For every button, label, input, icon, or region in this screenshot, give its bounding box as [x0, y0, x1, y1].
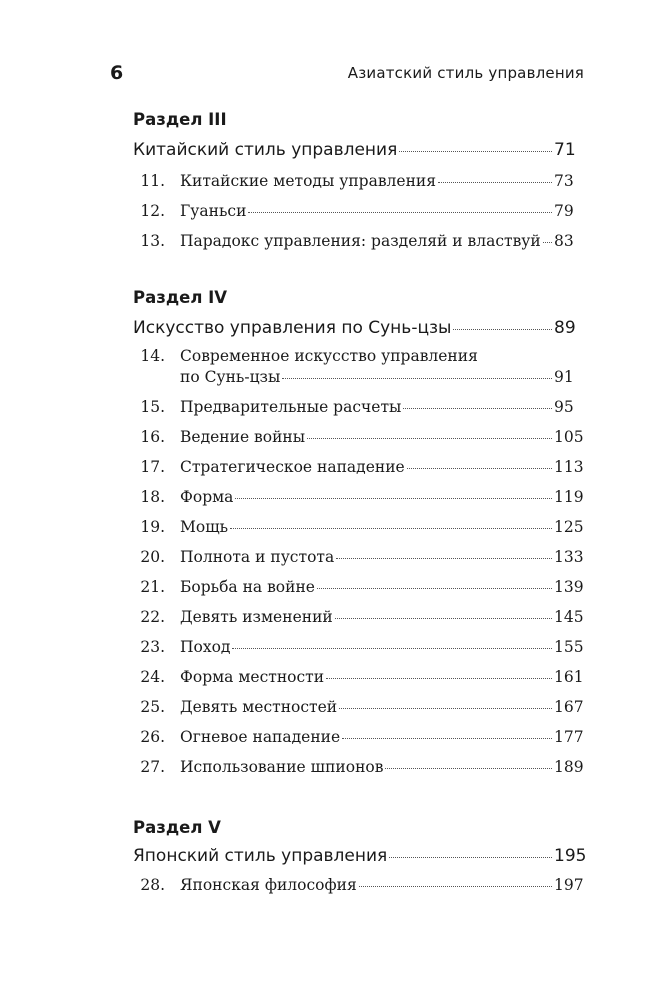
page-ref: 125 — [554, 518, 584, 536]
leader-dots — [543, 242, 552, 243]
chapter-title-line1: Современное искусство управления — [180, 347, 478, 365]
chapter-number: 16. — [140, 428, 165, 446]
leader-dots — [453, 329, 552, 330]
chapter-number: 28. — [140, 876, 165, 894]
chapter-title: Предварительные расчеты — [180, 398, 402, 416]
chapter-title: Ведение войны — [180, 428, 306, 446]
leader-dots — [339, 708, 552, 709]
chapter-number: 13. — [140, 232, 165, 250]
toc-chapter-row[interactable] — [0, 668, 672, 686]
leader-dots — [385, 768, 552, 769]
chapter-title: Девять изменений — [180, 608, 333, 626]
page-ref: 105 — [554, 428, 584, 446]
chapter-number: 14. — [140, 347, 165, 365]
page-ref: 91 — [554, 368, 574, 386]
chapter-number: 15. — [140, 398, 165, 416]
toc-chapter-row[interactable] — [0, 578, 672, 596]
chapter-title: Парадокс управления: разделяй и властвуй — [180, 232, 541, 250]
leader-dots — [230, 528, 552, 529]
chapter-title: Борьба на войне — [180, 578, 315, 596]
leader-dots — [282, 378, 552, 379]
leader-dots — [326, 678, 552, 679]
chapter-number: 25. — [140, 698, 165, 716]
chapter-title: по Сунь-цзы — [180, 368, 281, 386]
page-ref: 95 — [554, 398, 574, 416]
chapter-number: 11. — [140, 172, 165, 190]
leader-dots — [359, 886, 552, 887]
leader-dots — [336, 558, 552, 559]
toc-chapter-row[interactable] — [0, 548, 672, 566]
leader-dots — [403, 408, 552, 409]
toc-chapter-row[interactable] — [0, 876, 672, 894]
part-title: Китайский стиль управления — [133, 140, 398, 160]
chapter-number: 12. — [140, 202, 165, 220]
chapter-title: Китайские методы управления — [180, 172, 437, 190]
leader-dots — [248, 212, 552, 213]
chapter-title: Полнота и пустота — [180, 548, 335, 566]
leader-dots — [335, 618, 552, 619]
leader-dots — [407, 468, 552, 469]
toc-chapter-row[interactable] — [0, 398, 672, 416]
toc-chapter-row[interactable] — [0, 728, 672, 746]
page-ref: 79 — [554, 202, 574, 220]
chapter-title: Гуаньси — [180, 202, 247, 220]
chapter-title: Использование шпионов — [180, 758, 384, 776]
toc-part-row[interactable] — [0, 846, 672, 866]
toc-chapter-row[interactable] — [0, 428, 672, 446]
toc-chapter-row[interactable] — [0, 488, 672, 506]
page-ref: 197 — [554, 876, 584, 894]
leader-dots — [307, 438, 552, 439]
toc-chapter-row[interactable] — [0, 232, 672, 250]
page-ref: 119 — [554, 488, 584, 506]
chapter-number: 18. — [140, 488, 165, 506]
running-title: Азиатский стиль управления — [347, 64, 584, 82]
page-number: 6 — [110, 62, 124, 84]
page-ref: 189 — [554, 758, 584, 776]
chapter-title: Поход — [180, 638, 231, 656]
page-ref: 161 — [554, 668, 584, 686]
chapter-title: Девять местностей — [180, 698, 338, 716]
toc-chapter-row[interactable] — [0, 638, 672, 656]
part-title: Искусство управления по Сунь-цзы — [133, 318, 452, 338]
chapter-number: 24. — [140, 668, 165, 686]
chapter-title: Японская философия — [180, 876, 357, 894]
leader-dots — [399, 151, 552, 152]
toc-part-row[interactable] — [0, 318, 672, 338]
section-title: Раздел IV — [133, 288, 228, 307]
toc-chapter-row[interactable] — [0, 172, 672, 190]
toc-chapter-row[interactable] — [0, 518, 672, 536]
toc-chapter-row[interactable] — [0, 346, 672, 366]
chapter-number: 22. — [140, 608, 165, 626]
toc-chapter-row[interactable] — [0, 458, 672, 476]
page-ref: 83 — [554, 232, 574, 250]
section-title: Раздел V — [133, 818, 221, 837]
page-ref: 113 — [554, 458, 584, 476]
chapter-title: Мощь — [180, 518, 229, 536]
chapter-number: 20. — [140, 548, 165, 566]
page-ref: 73 — [554, 172, 574, 190]
page-ref: 89 — [554, 318, 576, 338]
page-ref: 177 — [554, 728, 584, 746]
page-ref: 167 — [554, 698, 584, 716]
toc-chapter-row[interactable] — [0, 698, 672, 716]
chapter-number: 17. — [140, 458, 165, 476]
chapter-number: 23. — [140, 638, 165, 656]
chapter-title: Форма местности — [180, 668, 325, 686]
page-ref: 133 — [554, 548, 584, 566]
leader-dots — [232, 648, 552, 649]
leader-dots — [235, 498, 552, 499]
chapter-number: 21. — [140, 578, 165, 596]
leader-dots — [389, 857, 552, 858]
chapter-number: 27. — [140, 758, 165, 776]
section-title: Раздел III — [133, 110, 227, 129]
page-ref: 71 — [554, 140, 576, 160]
page-ref: 145 — [554, 608, 584, 626]
toc-chapter-row-continued[interactable] — [0, 368, 672, 386]
chapter-title: Форма — [180, 488, 234, 506]
part-title: Японский стиль управления — [133, 846, 388, 866]
chapter-number: 19. — [140, 518, 165, 536]
page-ref: 195 — [554, 846, 587, 866]
toc-part-row[interactable] — [0, 140, 672, 160]
leader-dots — [317, 588, 552, 589]
page-ref: 139 — [554, 578, 584, 596]
toc-chapter-row[interactable] — [0, 758, 672, 776]
page-ref: 155 — [554, 638, 584, 656]
toc-chapter-row[interactable] — [0, 608, 672, 626]
leader-dots — [342, 738, 552, 739]
chapter-title: Стратегическое нападение — [180, 458, 405, 476]
chapter-title: Огневое нападение — [180, 728, 341, 746]
leader-dots — [438, 182, 552, 183]
chapter-number: 26. — [140, 728, 165, 746]
toc-chapter-row[interactable] — [0, 202, 672, 220]
